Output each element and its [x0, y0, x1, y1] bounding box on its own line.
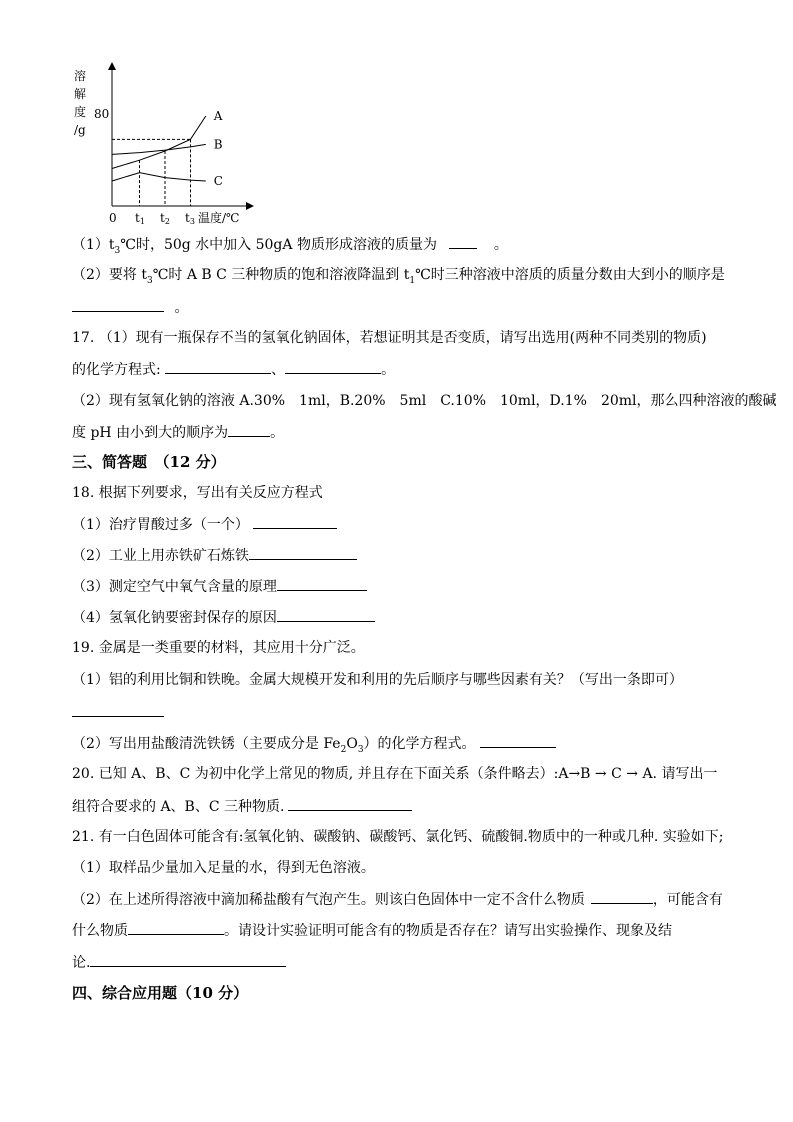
y-axis-label-char: 解 [74, 87, 87, 101]
answer-blank[interactable] [228, 422, 270, 437]
q17-line3: （2）现有氢氧化钠的溶液 A.30% 1ml，B.20% 5ml C.10% 10ml，D.1% 20ml，那么四种溶液的酸碱 [72, 393, 777, 409]
answer-blank[interactable] [90, 952, 286, 967]
curve-A [112, 116, 206, 169]
x-tick-t1-sub: 1 [139, 217, 145, 226]
curve-label-A: A [213, 109, 223, 123]
q17-line2: 的化学方程式: 、 。 [72, 359, 395, 380]
q18-title: 18. 根据下列要求，写出有关反应方程式 [72, 485, 323, 501]
q20-line2: 组符合要求的 A、B、C 三种物质. [72, 796, 412, 817]
curve-label-B: B [213, 137, 223, 152]
answer-blank[interactable] [253, 514, 337, 529]
q18-item4: （4）氢氧化钠要密封保存的原因 [72, 607, 375, 628]
answer-blank[interactable] [249, 545, 357, 560]
q20-line1: 20. 已知 A、B、C 为初中化学上常见的物质, 并且存在下面关系（条件略去）:A→B → C → A. 请写出一 [72, 766, 718, 782]
answer-blank[interactable] [480, 733, 556, 748]
x-tick-t1: t1 [135, 211, 145, 226]
x-tick-t2: t2 [160, 211, 170, 226]
q16-part2-answer: 。 [72, 297, 188, 318]
answer-blank[interactable] [277, 607, 375, 622]
y-axis-label-char: /g [74, 123, 86, 137]
answer-blank[interactable] [128, 920, 224, 935]
answer-blank[interactable] [165, 359, 271, 374]
answer-blank[interactable] [449, 234, 477, 249]
y-axis-label-char: 溶 [74, 69, 87, 83]
q16-part1: $(1)t_3℃$时，50g 水中加入 50gA 物质形成溶液的质量为 。 [72, 234, 508, 261]
x-axis-label: 温度/℃ [198, 211, 240, 225]
q18-item2: （2）工业上用赤铁矿石炼铁 [72, 545, 357, 566]
answer-blank[interactable] [288, 796, 412, 811]
answer-blank[interactable] [591, 889, 653, 904]
q18-item3: （3）测定空气中氧气含量的原理 [72, 576, 367, 597]
curve-C [112, 173, 206, 181]
y-tick-80: 80 [94, 107, 110, 121]
answer-blank[interactable] [72, 702, 164, 717]
q18-item1: （1）治疗胃酸过多（一个） [72, 514, 337, 535]
q21-line2: （1）取样品少量加入足量的水，得到无色溶液。 [72, 860, 375, 876]
q21-line1: 21. 有一白色固体可能含有:氢氧化钠、碳酸钠、碳酸钙、氯化钙、硫酸铜.物质中的一种或几种. 实验如下; [72, 829, 724, 845]
answer-blank[interactable] [277, 576, 367, 591]
q19-title: 19. 金属是一类重要的材料，其应用十分广泛。 [72, 640, 365, 656]
q19-item1-answer [72, 702, 164, 723]
q16-part2: （2）要将 $t_3℃$时 A B C 三种物质的饱和溶液降温到 $t_1℃$时三种溶液中溶质的质量分数由大到小的顺序是 [72, 267, 725, 286]
answer-blank[interactable] [285, 359, 381, 374]
solubility-chart [60, 60, 260, 230]
q19-item1: （1）铝的利用比铜和铁晚。金属大规模开发和利用的先后顺序与哪些因素有关？（写出一条即可） [72, 672, 683, 688]
q19-item2: （2）写出用盐酸清洗铁锈（主要成分是 $Fe_2O_3$）的化学方程式。 [72, 733, 556, 760]
q17-line4: 度 pH 由小到大的顺序为 。 [72, 422, 284, 443]
q21-line3: （2）在上述所得溶液中滴加稀盐酸有气泡产生。则该白色固体中一定不含什么物质 ，可能含有 [72, 889, 723, 910]
y-axis-label-char: 度 [74, 105, 87, 119]
q21-line4: 什么物质 。请设计实验证明可能含有的物质是否存在？请写出实验操作、现象及结 [72, 920, 672, 941]
q17-line1: 17. （1）现有一瓶保存不当的氢氧化钠固体，若想证明其是否变质，请写出选用(两种不同类别的物质) [72, 330, 707, 346]
q21-line5: 论. [72, 952, 286, 973]
curve-label-C: C [213, 174, 223, 188]
x-tick-t3: t3 [185, 211, 195, 226]
section-3-heading: 三、简答题 （12 分） [72, 453, 226, 471]
answer-blank[interactable] [72, 297, 164, 312]
section-4-heading: 四、综合应用题（10 分） [72, 984, 249, 1002]
x-tick-0: 0 [109, 211, 117, 225]
